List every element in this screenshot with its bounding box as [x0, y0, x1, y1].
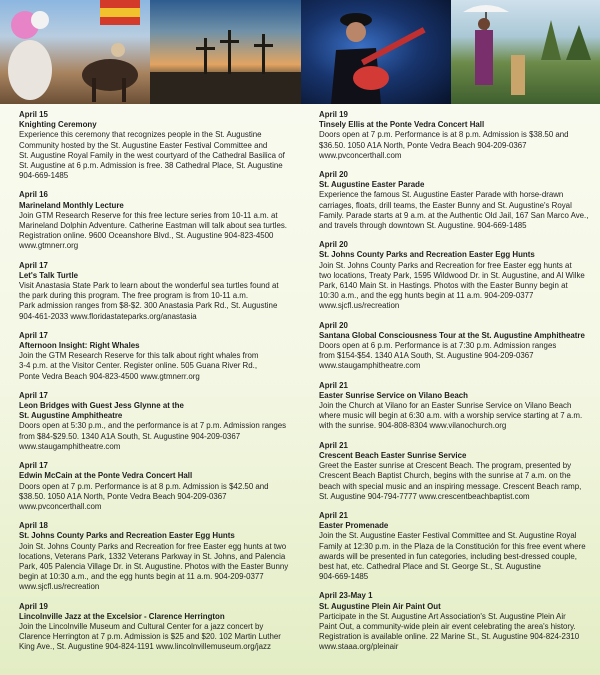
event-description-line: St. Augustine 904-794-7777 www.crescentbeachbaptist.com — [319, 491, 530, 501]
event-listing — [19, 331, 309, 382]
event-description-line: best hat, etc. Cathedral Place and St. George St., St. Augustine — [319, 561, 541, 571]
event-description-line: two locations, Treaty Park, 1595 Wildwood Dr. in St. Augustine, and Al Wilke — [319, 270, 585, 280]
event-listing — [19, 461, 309, 512]
event-description-line: from $154-$54. 1340 A1A South, St. Augustine 904-209-0367 — [319, 351, 534, 361]
event-description-line: Family at 12:30 p.m. in the Plaza de la Constitución for this free event where — [319, 541, 586, 551]
event-description-line: Join the St. Augustine Easter Festival Committee and St. Augustine Royal — [319, 531, 577, 541]
event-date: April 21 — [319, 380, 348, 390]
event-date: April 20 — [319, 240, 348, 250]
event-description-line: Greet the Easter sunrise at Crescent Beach. The program, presented by — [319, 461, 572, 471]
events-column-right — [319, 110, 600, 662]
event-title: Easter Promenade — [319, 521, 389, 531]
event-date: April 19 — [19, 601, 48, 611]
event-description-line: Park admission ranges from $8-$2. 300 Anastasia Park Rd., St. Augustine — [19, 301, 278, 311]
event-title: St. Johns County Parks and Recreation Easter Egg Hunts — [319, 250, 535, 260]
event-date: April 17 — [19, 330, 48, 340]
photo-strip — [0, 0, 600, 104]
event-date: April 19 — [319, 110, 348, 119]
event-description-line: Doors open at 7 p.m. Performance is at 8 p.m. Admission is $42.50 and — [19, 481, 269, 491]
event-date: April 15 — [19, 110, 48, 119]
event-description-line: Join the Church at Vilano for an Easter Sunrise Service on Vilano Beach — [319, 401, 572, 411]
event-description-line: and travels through downtown St. Augustine. 904-669-1485 — [319, 221, 527, 231]
event-description-line: Join St. Johns County Parks and Recreation for free Easter egg hunts at — [319, 260, 572, 270]
event-title: Afternoon Insight: Right Whales — [19, 341, 140, 351]
event-description-line: Doors open at 6 p.m. Performance is at 7:30 p.m. Admission ranges — [319, 341, 557, 351]
event-title-continued: St. Augustine Amphitheatre — [19, 411, 123, 421]
event-listing — [19, 391, 309, 452]
event-description-line: Ponte Vedra Beach 904-823-4500 www.gtmnerr.org — [19, 371, 200, 381]
event-description-line: www.staugamphitheatre.com — [19, 441, 121, 451]
event-listing — [19, 521, 309, 592]
event-title: Tinsely Ellis at the Ponte Vedra Concert Hall — [319, 120, 485, 130]
event-description-line: www.pvconcerthall.com — [19, 501, 102, 511]
event-description-line: with the sunrise. 904-808-8304 www.vilanochurch.org — [319, 421, 507, 431]
event-title: Marineland Monthly Lecture — [19, 200, 124, 210]
parade-horse-photo — [0, 0, 150, 104]
event-listing — [319, 381, 600, 432]
event-description-line: 3-4 p.m. at the Visitor Center. Register online. 505 Guana River Rd., — [19, 361, 258, 371]
event-description-line: www.staugamphitheatre.com — [319, 361, 421, 371]
event-description-line: the park during this program. The free program is from 10-11 a.m. — [19, 291, 249, 301]
event-title: St. Augustine Plein Air Paint Out — [319, 601, 441, 611]
event-description-line: King Ave., St. Augustine 904-824-1191 www.lincolnvillemuseum.org/jazz — [19, 642, 271, 652]
event-description-line: www.staaa.org/pleinair — [319, 642, 399, 652]
event-date: April 17 — [19, 390, 48, 400]
event-date: April 21 — [319, 440, 348, 450]
event-listing — [319, 441, 600, 502]
event-description-line: awards will be presented in fun categories, including best-dressed couple, — [319, 551, 577, 561]
event-listing — [319, 321, 600, 372]
event-listing — [319, 591, 600, 652]
event-date: April 18 — [19, 521, 48, 531]
event-description-line: begin at 10:30 a.m., and the egg hunts begin at 11 a.m. 904-209-0377 — [19, 572, 264, 582]
event-title: Santana Global Consciousness Tour at the St. Augustine Amphitheatre — [319, 330, 585, 340]
event-date: April 20 — [319, 320, 348, 330]
event-description-line: Participate in the St. Augustine Art Association's St. Augustine Plein Air — [319, 611, 566, 621]
event-title: Edwin McCain at the Ponte Vedra Concert Hall — [19, 471, 193, 481]
event-description-line: Visit Anastasia State Park to learn about the wonderful sea turtles found at — [19, 281, 279, 291]
event-description-line: Park, 405 Palencia Village Dr. in St. Augustine. Photos with the Easter Bunny — [19, 561, 289, 571]
event-description-line: Join St. Johns County Parks and Recreation for free Easter egg hunts at two — [19, 541, 287, 551]
event-description-line: Community hosted by the St. Augustine Easter Festival Committee and — [19, 140, 268, 150]
event-description-line: Join GTM Research Reserve for this free lecture series from 10-11 a.m. at — [19, 210, 278, 220]
event-description-line: Doors open at 5:30 p.m., and the performance is at 7 p.m. Admission ranges — [19, 421, 287, 431]
event-description-line: from $84-$29.50. 1340 A1A South, St. Augustine 904-209-0367 — [19, 431, 241, 441]
event-listing — [319, 240, 600, 311]
event-description-line: Clarence Herrington at 7 p.m. Admission is $25 and $20. 102 Martin Luther — [19, 632, 281, 642]
event-listing — [319, 511, 600, 582]
event-description-line: where music will begin at 6:30 a.m. with a worship service starting at 7 a.m. — [319, 411, 583, 421]
event-listing — [19, 261, 309, 322]
event-description-line: Experience this ceremony that recognizes people in the St. Augustine — [19, 130, 262, 140]
event-date: April 20 — [319, 170, 348, 180]
events-column-left — [19, 110, 309, 662]
event-listing — [19, 190, 309, 251]
event-description-line: Doors open at 7 p.m. Performance is at 8 p.m. Admission is $38.50 and — [319, 130, 569, 140]
event-title: Lincolnville Jazz at the Excelsior - Clarence Herrington — [19, 611, 225, 621]
crosses-sunset-photo — [150, 0, 301, 104]
event-description-line: Registration is available online. 22 Marine St., St. Augustine 904-824-2310 — [319, 632, 580, 642]
event-description-line: 904-461-2033 www.floridastateparks.org/anastasia — [19, 311, 197, 321]
event-description-line: Join the Lincolnville Museum and Cultural Center for a jazz concert by — [19, 621, 264, 631]
event-title: St. Johns County Parks and Recreation Easter Egg Hunts — [19, 531, 235, 541]
event-date: April 17 — [19, 461, 48, 471]
event-title: Knighting Ceremony — [19, 120, 97, 130]
event-listing — [19, 110, 309, 181]
event-title: Easter Sunrise Service on Vilano Beach — [319, 390, 468, 400]
event-description-line: Crescent Beach Baptist Church, begins with the sunrise at 7 a.m. on the — [319, 471, 571, 481]
event-description-line: Family. Parade starts at 9 a.m. at the Authentic Old Jail, 167 San Marco Ave., — [319, 210, 589, 220]
guitarist-concert-photo — [301, 0, 451, 104]
event-description-line: Join the GTM Research Reserve for this talk about right whales from — [19, 351, 259, 361]
event-description-line: Registration online. 9600 Oceanshore Blvd., St. Augustine 904-823-4500 — [19, 231, 274, 241]
event-date: April 23-May 1 — [319, 591, 373, 601]
event-title: St. Augustine Easter Parade — [319, 180, 425, 190]
event-date: April 16 — [19, 190, 48, 200]
painter-outdoor-photo — [451, 0, 600, 104]
event-description-line: Paint Out, a community-wide plein air event celebrating the area's history. — [319, 621, 576, 631]
event-description-line: www.sjcfl.us/recreation — [319, 301, 400, 311]
event-listing — [319, 170, 600, 231]
event-description-line: beach with special music and an inspiring message. Crescent Beach ramp, — [319, 481, 582, 491]
event-description-line: 904-669-1485 — [319, 572, 369, 582]
event-description-line: St. Augustine Royal Family in the west courtyard of the Cathedral Basilica of — [19, 150, 285, 160]
event-listing — [319, 110, 600, 161]
event-description-line: St. Augustine at 6 p.m. Admission is free. 38 Cathedral Place, St. Augustine — [19, 161, 283, 171]
event-title: Leon Bridges with Guest Jess Glynne at the — [19, 401, 184, 411]
event-description-line: $36.50. 1050 A1A North, Ponte Vedra Beach 904-209-0367 — [319, 140, 527, 150]
event-description-line: www.sjcfl.us/recreation — [19, 582, 100, 592]
event-description-line: Marineland Dolphin Adventure. Catherine Eastman will talk about sea turtles. — [19, 221, 287, 231]
event-description-line: locations, Veterans Park, 1332 Veterans Parkway in St. Johns, and Palencia — [19, 551, 286, 561]
event-description-line: carriages, floats, drill teams, the Easter Bunny and St. Augustine's Royal — [319, 200, 572, 210]
event-description-line: Park, 6140 Main St. in Hastings. Photos with the Easter Bunny begin at — [319, 281, 568, 291]
event-description-line: www.gtmnerr.org — [19, 241, 79, 251]
event-title: Let's Talk Turtle — [19, 270, 79, 280]
event-listing — [19, 602, 309, 653]
event-description-line: www.pvconcerthall.com — [319, 150, 402, 160]
event-description-line: 904-669-1485 — [19, 171, 69, 181]
event-description-line: Experience the famous St. Augustine Easter Parade with horse-drawn — [319, 190, 564, 200]
event-date: April 17 — [19, 260, 48, 270]
event-description-line: $38.50. 1050 A1A North, Ponte Vedra Beach 904-209-0367 — [19, 491, 227, 501]
event-date: April 21 — [319, 510, 348, 520]
event-title: Crescent Beach Easter Sunrise Service — [319, 450, 467, 460]
event-description-line: 10:30 a.m., and the egg hunts begin at 11 a.m. 904-209-0377 — [319, 291, 534, 301]
